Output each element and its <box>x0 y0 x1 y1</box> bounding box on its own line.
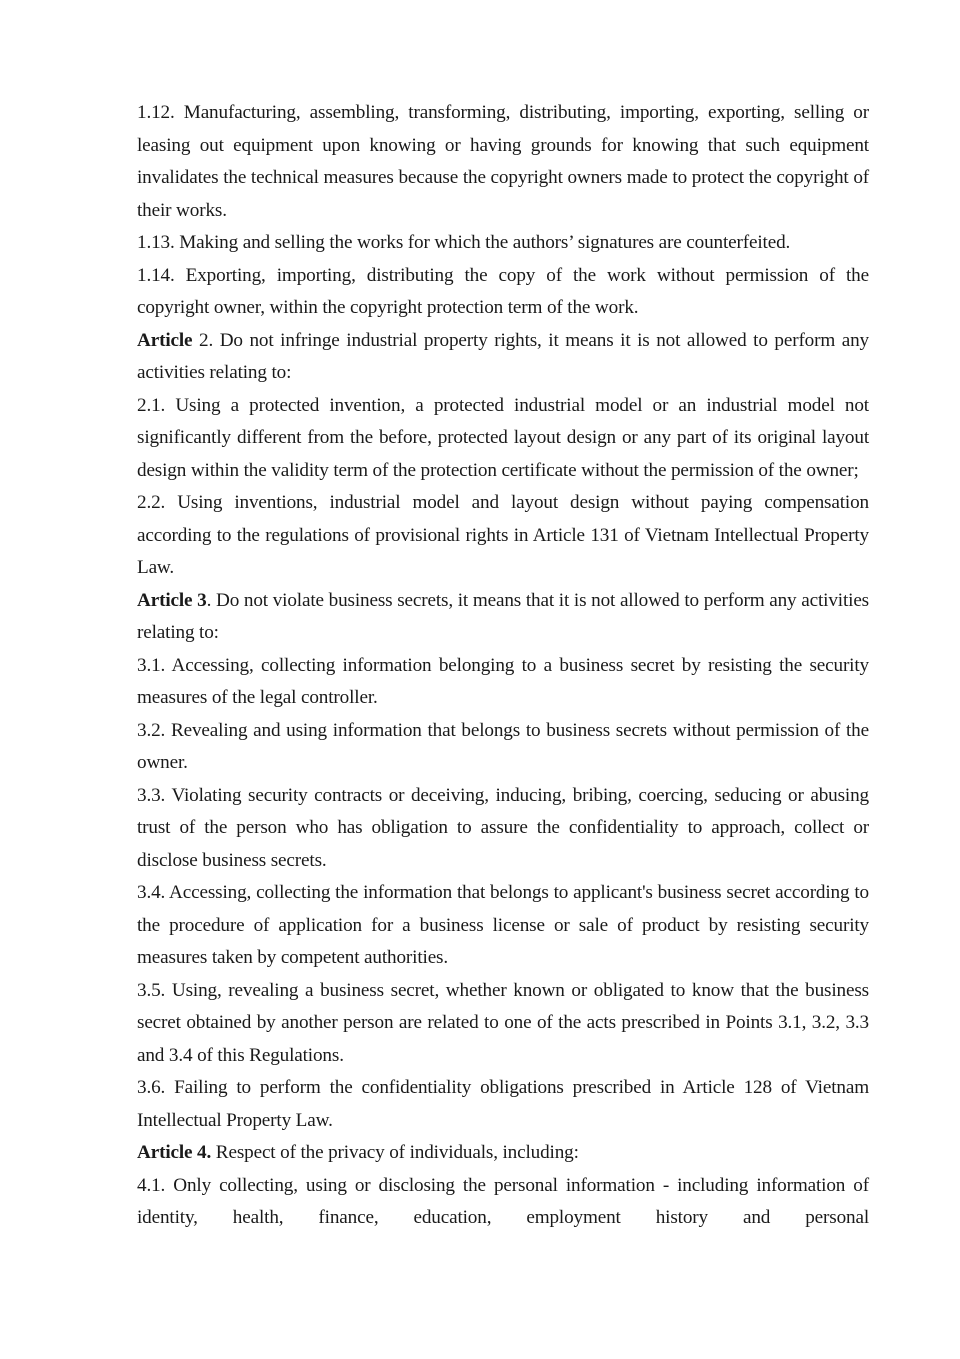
paragraph-text: 2. Do not infringe industrial property rights, it means it is not allowed to perform any activities relating to: <box>137 329 869 383</box>
document-page <box>137 97 869 1235</box>
paragraph-2-1 <box>137 390 869 488</box>
paragraph-text: . Do not violate business secrets, it means that it is not allowed to perform any activities relating to: <box>137 589 870 643</box>
paragraph-3-4 <box>137 877 869 975</box>
paragraph-text: 2.2. Using inventions, industrial model and layout design without paying compensation according to the regulations of provisional rights in Article 131 of Vietnam Intellectual Property Law. <box>137 492 869 578</box>
paragraph-1-14 <box>137 260 869 325</box>
paragraph-text: 1.12. Manufacturing, assembling, transforming, distributing, importing, exporting, selling or leasing out equipment upon knowing or having grounds for knowing that such equipment invalidates the technical measures because the copyright owners made to protect the copyright of their works. <box>137 102 869 221</box>
paragraph-1-13 <box>137 227 869 260</box>
article-2-heading <box>137 325 869 390</box>
paragraph-text: 3.4. Accessing, collecting the information that belongs to applicant's business secret according to the procedure of application for a business license or sale of product by resisting security measures taken by competent authorities. <box>137 882 869 968</box>
paragraph-4-1 <box>137 1170 869 1235</box>
article-4-heading <box>137 1137 869 1170</box>
paragraph-text: 1.14. Exporting, importing, distributing the copy of the work without permission of the copyright owner, within the copyright protection term of the work. <box>137 264 869 318</box>
paragraph-text: 4.1. Only collecting, using or disclosing the personal information - including information of identity, health, finance, education, employment history and personal <box>137 1174 869 1228</box>
paragraph-text: 3.6. Failing to perform the confidentiality obligations prescribed in Article 128 of Vietnam Intellectual Property Law. <box>137 1077 869 1131</box>
paragraph-3-5 <box>137 975 869 1073</box>
paragraph-2-2 <box>137 487 869 585</box>
article-label: Article 3 <box>137 589 207 611</box>
paragraph-text: Respect of the privacy of individuals, including: <box>211 1142 579 1163</box>
paragraph-text: 3.1. Accessing, collecting information belonging to a business secret by resisting the security measures of the legal controller. <box>137 654 869 708</box>
paragraph-text: 1.13. Making and selling the works for which the authors’ signatures are counterfeited. <box>137 232 791 253</box>
paragraph-1-12 <box>137 97 869 227</box>
paragraph-text: 3.3. Violating security contracts or deceiving, inducing, bribing, coercing, seducing or abusing trust of the person who has obligation to assure the confidentiality to approach, collect or disclose business secrets. <box>137 784 869 871</box>
article-3-heading <box>137 585 869 650</box>
paragraph-text: 3.5. Using, revealing a business secret, whether known or obligated to know that the business secret obtained by another person are related to one of the acts prescribed in Points 3.1, 3.2, 3.3 and 3.4 of this Regulations. <box>137 979 869 1066</box>
paragraph-3-1 <box>137 650 869 715</box>
article-label: Article 4. <box>137 1142 212 1163</box>
paragraph-text: 3.2. Revealing and using information that belongs to business secrets without permission of the owner. <box>137 719 869 773</box>
paragraph-text: 2.1. Using a protected invention, a protected industrial model or an industrial model not significantly different from the before, protected layout design or any part of its original layout design within the validity term of the protection certificate without the permission of the owner; <box>137 394 869 481</box>
paragraph-3-6 <box>137 1072 869 1137</box>
paragraph-3-3 <box>137 780 869 878</box>
article-label: Article <box>137 329 193 351</box>
paragraph-3-2 <box>137 715 869 780</box>
